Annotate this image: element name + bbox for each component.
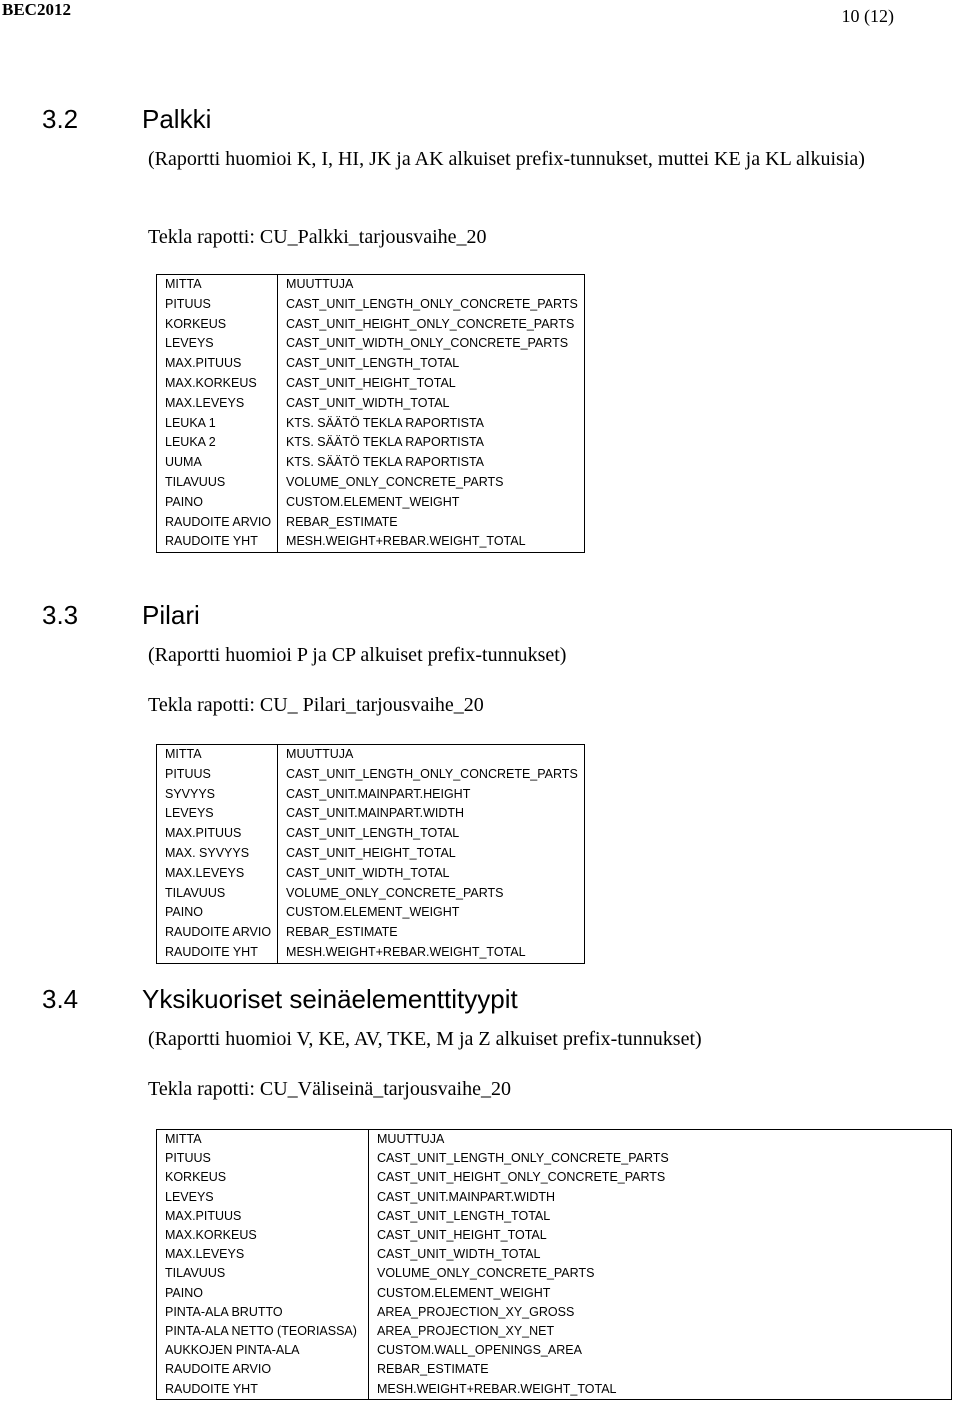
table-row	[157, 414, 585, 434]
variable-cell: CAST_UNIT_LENGTH_TOTAL	[369, 1207, 952, 1226]
measure-cell: AUKKOJEN PINTA-ALA	[157, 1341, 369, 1360]
measure-cell: LEVEYS	[157, 1188, 369, 1207]
variable-cell: CAST_UNIT.MAINPART.HEIGHT	[278, 785, 585, 805]
section-number: 3.4	[42, 984, 79, 1014]
page-number: 10 (12)	[841, 6, 894, 26]
variable-cell: VOLUME_ONLY_CONCRETE_PARTS	[278, 473, 585, 493]
variable-cell: CAST_UNIT_LENGTH_TOTAL	[278, 824, 585, 844]
table-row	[157, 315, 585, 335]
variable-cell: CAST_UNIT_WIDTH_ONLY_CONCRETE_PARTS	[278, 334, 585, 354]
variable-cell: CUSTOM.ELEMENT_WEIGHT	[278, 903, 585, 923]
table-row	[157, 745, 585, 765]
section-heading-seinaelementit	[42, 984, 518, 1015]
table-row	[157, 903, 585, 923]
measure-cell: MITTA	[157, 745, 278, 765]
measure-cell: RAUDOITE YHT	[157, 943, 278, 963]
measure-cell: TILAVUUS	[157, 473, 278, 493]
variable-cell: CAST_UNIT_WIDTH_TOTAL	[278, 394, 585, 414]
measure-cell: LEUKA 1	[157, 414, 278, 434]
table-row	[157, 1341, 952, 1360]
measure-cell: RAUDOITE ARVIO	[157, 923, 278, 943]
variable-cell: MUUTTUJA	[369, 1130, 952, 1150]
table-row	[157, 765, 585, 785]
variable-table-pilari	[156, 744, 585, 964]
measure-cell: MITTA	[157, 275, 278, 295]
measure-cell: RAUDOITE YHT	[157, 1380, 369, 1400]
table-row	[157, 532, 585, 552]
measure-cell: MAX.LEVEYS	[157, 1245, 369, 1264]
variable-cell: REBAR_ESTIMATE	[278, 513, 585, 533]
variable-cell: CUSTOM.ELEMENT_WEIGHT	[369, 1284, 952, 1303]
table-row	[157, 1264, 952, 1283]
table-row	[157, 884, 585, 904]
variable-cell: CAST_UNIT_LENGTH_ONLY_CONCRETE_PARTS	[278, 295, 585, 315]
variable-cell: CAST_UNIT_HEIGHT_TOTAL	[369, 1226, 952, 1245]
variable-cell: CUSTOM.WALL_OPENINGS_AREA	[369, 1341, 952, 1360]
variable-cell: MESH.WEIGHT+REBAR.WEIGHT_TOTAL	[278, 943, 585, 963]
variable-cell: CAST_UNIT.MAINPART.WIDTH	[369, 1188, 952, 1207]
measure-cell: PAINO	[157, 493, 278, 513]
measure-cell: PITUUS	[157, 1149, 369, 1168]
table-row	[157, 1168, 952, 1187]
measure-cell: SYVYYS	[157, 785, 278, 805]
section-heading-pilari	[42, 600, 200, 631]
measure-cell: MAX.PITUUS	[157, 354, 278, 374]
variable-cell: CAST_UNIT_WIDTH_TOTAL	[278, 864, 585, 884]
measure-cell: RAUDOITE ARVIO	[157, 1360, 369, 1379]
section-title: Palkki	[142, 104, 212, 134]
measure-cell: PITUUS	[157, 765, 278, 785]
measure-cell: TILAVUUS	[157, 884, 278, 904]
measure-cell: MAX.LEVEYS	[157, 864, 278, 884]
table-row	[157, 1130, 952, 1150]
table-row	[157, 453, 585, 473]
variable-cell: CAST_UNIT_LENGTH_ONLY_CONCRETE_PARTS	[369, 1149, 952, 1168]
document-code: BEC2012	[2, 0, 71, 19]
table-row	[157, 864, 585, 884]
variable-cell: CAST_UNIT_HEIGHT_ONLY_CONCRETE_PARTS	[369, 1168, 952, 1187]
variable-cell: CAST_UNIT_LENGTH_ONLY_CONCRETE_PARTS	[278, 765, 585, 785]
measure-cell: UUMA	[157, 453, 278, 473]
variable-cell: KTS. SÄÄTÖ TEKLA RAPORTISTA	[278, 453, 585, 473]
table-row	[157, 785, 585, 805]
measure-cell: PINTA-ALA BRUTTO	[157, 1303, 369, 1322]
section-title: Pilari	[142, 600, 200, 630]
table-row	[157, 275, 585, 295]
variable-cell: CAST_UNIT_HEIGHT_ONLY_CONCRETE_PARTS	[278, 315, 585, 335]
variable-cell: CAST_UNIT_HEIGHT_TOTAL	[278, 844, 585, 864]
report-name: Tekla rapotti: CU_Väliseinä_tarjousvaihe_20	[148, 1078, 511, 1100]
measure-cell: PITUUS	[157, 295, 278, 315]
table-row	[157, 1380, 952, 1400]
variable-cell: VOLUME_ONLY_CONCRETE_PARTS	[369, 1264, 952, 1283]
measure-cell: LEVEYS	[157, 804, 278, 824]
measure-cell: KORKEUS	[157, 315, 278, 335]
measure-cell: PAINO	[157, 903, 278, 923]
variable-cell: CAST_UNIT.MAINPART.WIDTH	[278, 804, 585, 824]
measure-cell: RAUDOITE YHT	[157, 532, 278, 552]
measure-cell: TILAVUUS	[157, 1264, 369, 1283]
measure-cell: MITTA	[157, 1130, 369, 1150]
variable-cell: MESH.WEIGHT+REBAR.WEIGHT_TOTAL	[278, 532, 585, 552]
report-name: Tekla rapotti: CU_Palkki_tarjousvaihe_20	[148, 226, 487, 248]
table-row	[157, 374, 585, 394]
section-title: Yksikuoriset seinäelementtityypit	[142, 984, 518, 1014]
table-row	[157, 1188, 952, 1207]
table-row	[157, 295, 585, 315]
measure-cell: MAX. SYVYYS	[157, 844, 278, 864]
table-row	[157, 513, 585, 533]
table-row	[157, 824, 585, 844]
table-row	[157, 1149, 952, 1168]
table-row	[157, 1360, 952, 1379]
section-note: (Raportti huomioi K, I, HI, JK ja AK alkuiset prefix-tunnukset, muttei KE ja KL alkuisia)	[148, 148, 865, 170]
variable-cell: MESH.WEIGHT+REBAR.WEIGHT_TOTAL	[369, 1380, 952, 1400]
variable-table-seinaelementit	[156, 1129, 952, 1400]
variable-cell: MUUTTUJA	[278, 745, 585, 765]
variable-cell: REBAR_ESTIMATE	[278, 923, 585, 943]
table-row	[157, 354, 585, 374]
table-row	[157, 1226, 952, 1245]
table-row	[157, 1303, 952, 1322]
variable-cell: MUUTTUJA	[278, 275, 585, 295]
section-number: 3.3	[42, 600, 79, 630]
section-number: 3.2	[42, 104, 79, 134]
variable-cell: KTS. SÄÄTÖ TEKLA RAPORTISTA	[278, 433, 585, 453]
variable-cell: CAST_UNIT_LENGTH_TOTAL	[278, 354, 585, 374]
section-note: (Raportti huomioi V, KE, AV, TKE, M ja Z alkuiset prefix-tunnukset)	[148, 1028, 702, 1050]
measure-cell: KORKEUS	[157, 1168, 369, 1187]
measure-cell: RAUDOITE ARVIO	[157, 513, 278, 533]
table-row	[157, 1207, 952, 1226]
table-row	[157, 473, 585, 493]
variable-cell: REBAR_ESTIMATE	[369, 1360, 952, 1379]
table-row	[157, 493, 585, 513]
table-row	[157, 1284, 952, 1303]
variable-cell: CAST_UNIT_WIDTH_TOTAL	[369, 1245, 952, 1264]
variable-cell: CUSTOM.ELEMENT_WEIGHT	[278, 493, 585, 513]
table-row	[157, 334, 585, 354]
measure-cell: MAX.PITUUS	[157, 824, 278, 844]
variable-cell: AREA_PROJECTION_XY_GROSS	[369, 1303, 952, 1322]
variable-cell: VOLUME_ONLY_CONCRETE_PARTS	[278, 884, 585, 904]
section-note: (Raportti huomioi P ja CP alkuiset prefix-tunnukset)	[148, 644, 567, 666]
variable-cell: CAST_UNIT_HEIGHT_TOTAL	[278, 374, 585, 394]
measure-cell: MAX.KORKEUS	[157, 374, 278, 394]
section-heading-palkki	[42, 104, 211, 135]
table-row	[157, 394, 585, 414]
measure-cell: MAX.PITUUS	[157, 1207, 369, 1226]
measure-cell: MAX.LEVEYS	[157, 394, 278, 414]
table-row	[157, 1322, 952, 1341]
report-name: Tekla rapotti: CU_ Pilari_tarjousvaihe_20	[148, 694, 484, 716]
table-row	[157, 1245, 952, 1264]
variable-table-palkki	[156, 274, 585, 553]
measure-cell: LEVEYS	[157, 334, 278, 354]
measure-cell: PAINO	[157, 1284, 369, 1303]
table-row	[157, 923, 585, 943]
table-row	[157, 804, 585, 824]
table-row	[157, 844, 585, 864]
variable-cell: KTS. SÄÄTÖ TEKLA RAPORTISTA	[278, 414, 585, 434]
variable-cell: AREA_PROJECTION_XY_NET	[369, 1322, 952, 1341]
table-row	[157, 433, 585, 453]
table-row	[157, 943, 585, 963]
measure-cell: MAX.KORKEUS	[157, 1226, 369, 1245]
measure-cell: LEUKA 2	[157, 433, 278, 453]
measure-cell: PINTA-ALA NETTO (TEORIASSA)	[157, 1322, 369, 1341]
